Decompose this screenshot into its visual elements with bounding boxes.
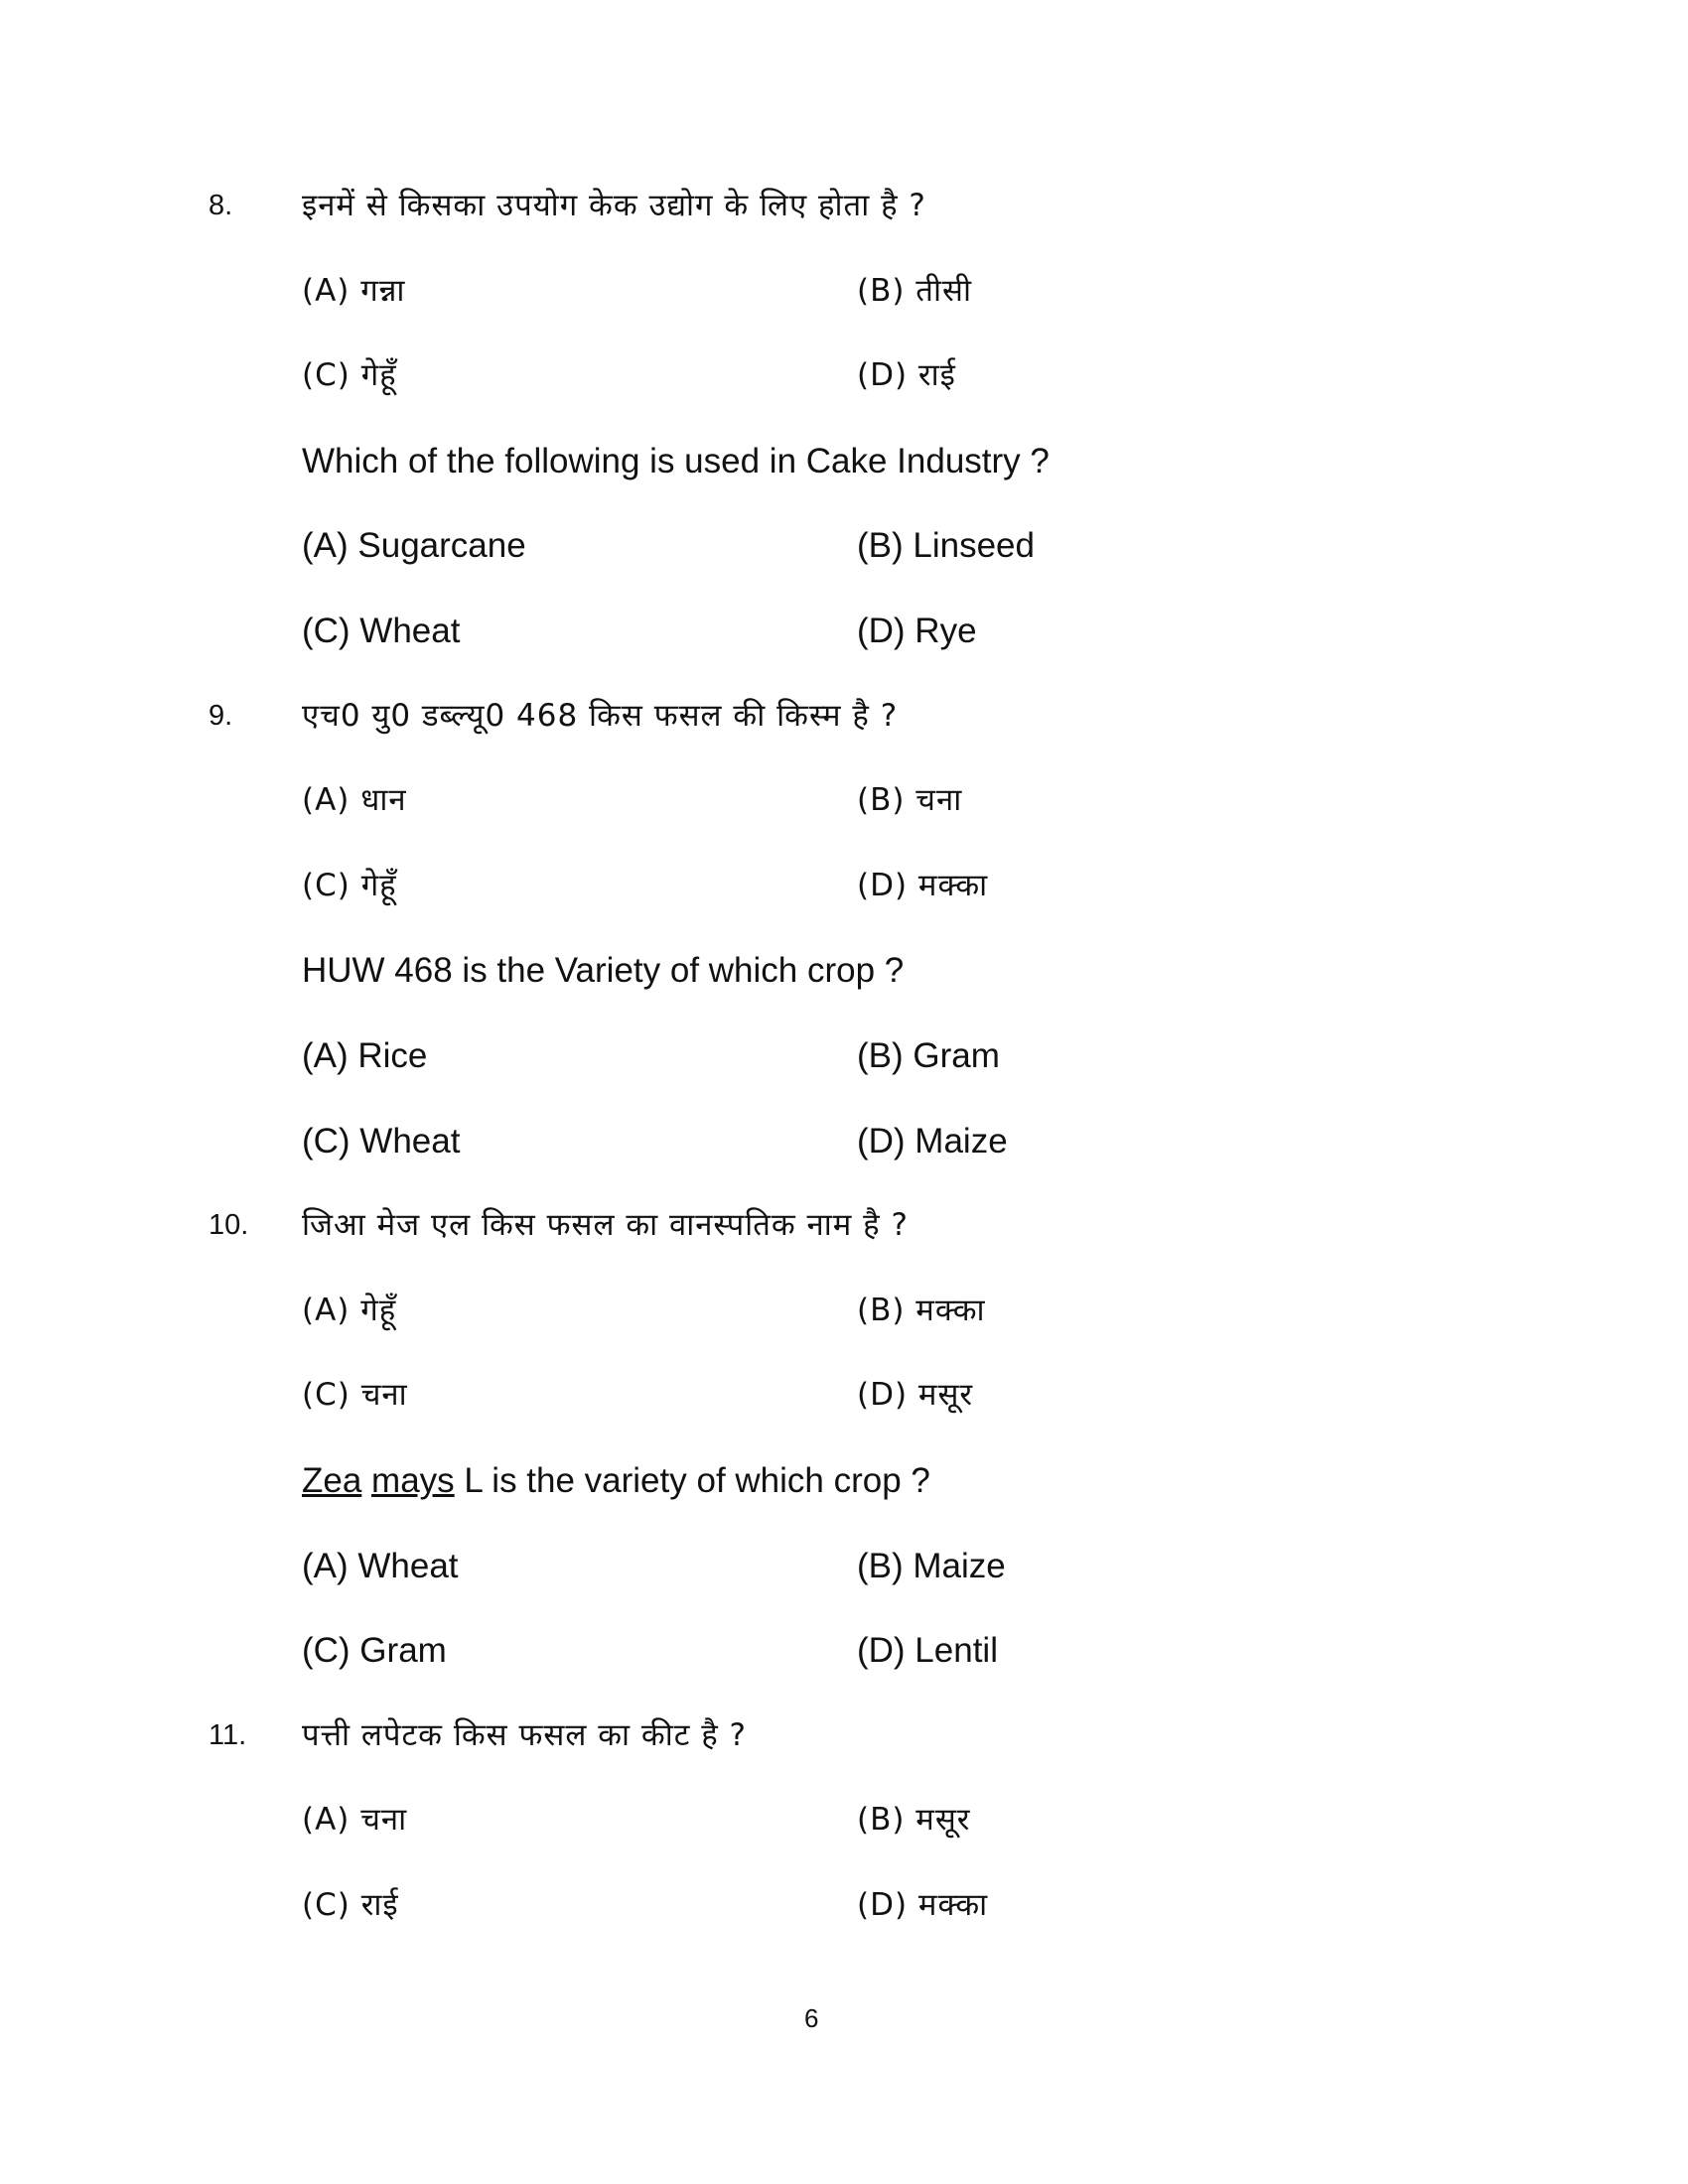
question-list: [0, 164, 1688, 1948]
options-row: [0, 758, 1688, 844]
options-row: [0, 844, 1688, 929]
question-text-hindi: इनमें से किसका उपयोग केक उद्योग के लिए होता है ?: [302, 188, 926, 223]
option: (B) Maize: [857, 1546, 1006, 1585]
question-row: [0, 674, 1688, 759]
question-text-english: [302, 928, 904, 1014]
option: (D) Rye: [857, 611, 977, 650]
scientific-name: mays: [371, 1460, 455, 1500]
question-row-english: [0, 419, 1688, 504]
option: (C) चना: [302, 1377, 408, 1414]
options-row: [0, 1269, 1688, 1354]
question-text-part: HUW 468 is the Variety of which crop ?: [302, 951, 905, 991]
question-text-hindi: एच0 यु0 डब्ल्यू0 468 किस फसल की किस्म है ?: [302, 697, 899, 734]
option: (A) Rice: [302, 1035, 428, 1075]
question-row: [0, 1694, 1688, 1779]
question-text-part: L is the variety of which crop ?: [454, 1460, 930, 1500]
option: (C) राई: [302, 1886, 399, 1923]
options-row: [0, 1353, 1688, 1438]
question-text-english: [302, 419, 1050, 504]
options-row: [0, 1014, 1688, 1099]
question-number: 9.: [209, 699, 233, 732]
option: (C) Wheat: [302, 611, 461, 650]
scientific-name: Zea: [302, 1460, 362, 1500]
options-row: [0, 1608, 1688, 1694]
question-text-part: Which of the following is used in Cake Industry ?: [302, 441, 1050, 480]
option: (C) Gram: [302, 1631, 447, 1671]
option: (C) Wheat: [302, 1121, 461, 1160]
option: (A) गेहूँ: [302, 1292, 397, 1328]
options-row: [0, 334, 1688, 419]
options-row: [0, 1524, 1688, 1609]
option: (A) Sugarcane: [302, 526, 526, 566]
question-text-part: [361, 1461, 371, 1500]
option: (D) मक्का: [857, 1886, 989, 1923]
question-row: [0, 1183, 1688, 1269]
option: (A) Wheat: [302, 1546, 459, 1585]
option: (D) राई: [857, 357, 956, 394]
option: (B) Linseed: [857, 526, 1035, 566]
options-row: [0, 1099, 1688, 1184]
options-row: [0, 1778, 1688, 1863]
option: (B) तीसी: [857, 272, 972, 309]
option: (B) मसूर: [857, 1802, 971, 1839]
option: (B) मक्का: [857, 1292, 986, 1328]
option: (C) गेहूँ: [302, 357, 397, 394]
page-number: 6: [804, 2003, 819, 2033]
option: (D) मक्का: [857, 867, 989, 903]
question-text-hindi: जिआ मेज एल किस फसल का वानस्पतिक नाम है ?: [302, 1207, 909, 1244]
options-row: [0, 503, 1688, 589]
question-number: 11.: [209, 1718, 247, 1751]
option: (B) चना: [857, 782, 963, 819]
question-row-english: [0, 928, 1688, 1014]
option: (D) मसूर: [857, 1377, 974, 1414]
option: (B) Gram: [857, 1035, 1000, 1075]
question-row-english: [0, 1438, 1688, 1524]
option: (A) धान: [302, 782, 407, 819]
option: (A) गन्ना: [302, 272, 406, 309]
options-row: [0, 589, 1688, 674]
options-row: [0, 1863, 1688, 1949]
options-row: [0, 249, 1688, 335]
option: (D) Lentil: [857, 1631, 998, 1671]
question-number: 8.: [209, 190, 233, 221]
option: (C) गेहूँ: [302, 867, 397, 903]
question-number: 10.: [209, 1209, 249, 1242]
question-text-english: [302, 1438, 930, 1524]
question-text-hindi: पत्ती लपेटक किस फसल का कीट है ?: [302, 1716, 747, 1753]
option: (D) Maize: [857, 1121, 1008, 1160]
option: (A) चना: [302, 1802, 408, 1839]
question-row: [0, 164, 1688, 249]
